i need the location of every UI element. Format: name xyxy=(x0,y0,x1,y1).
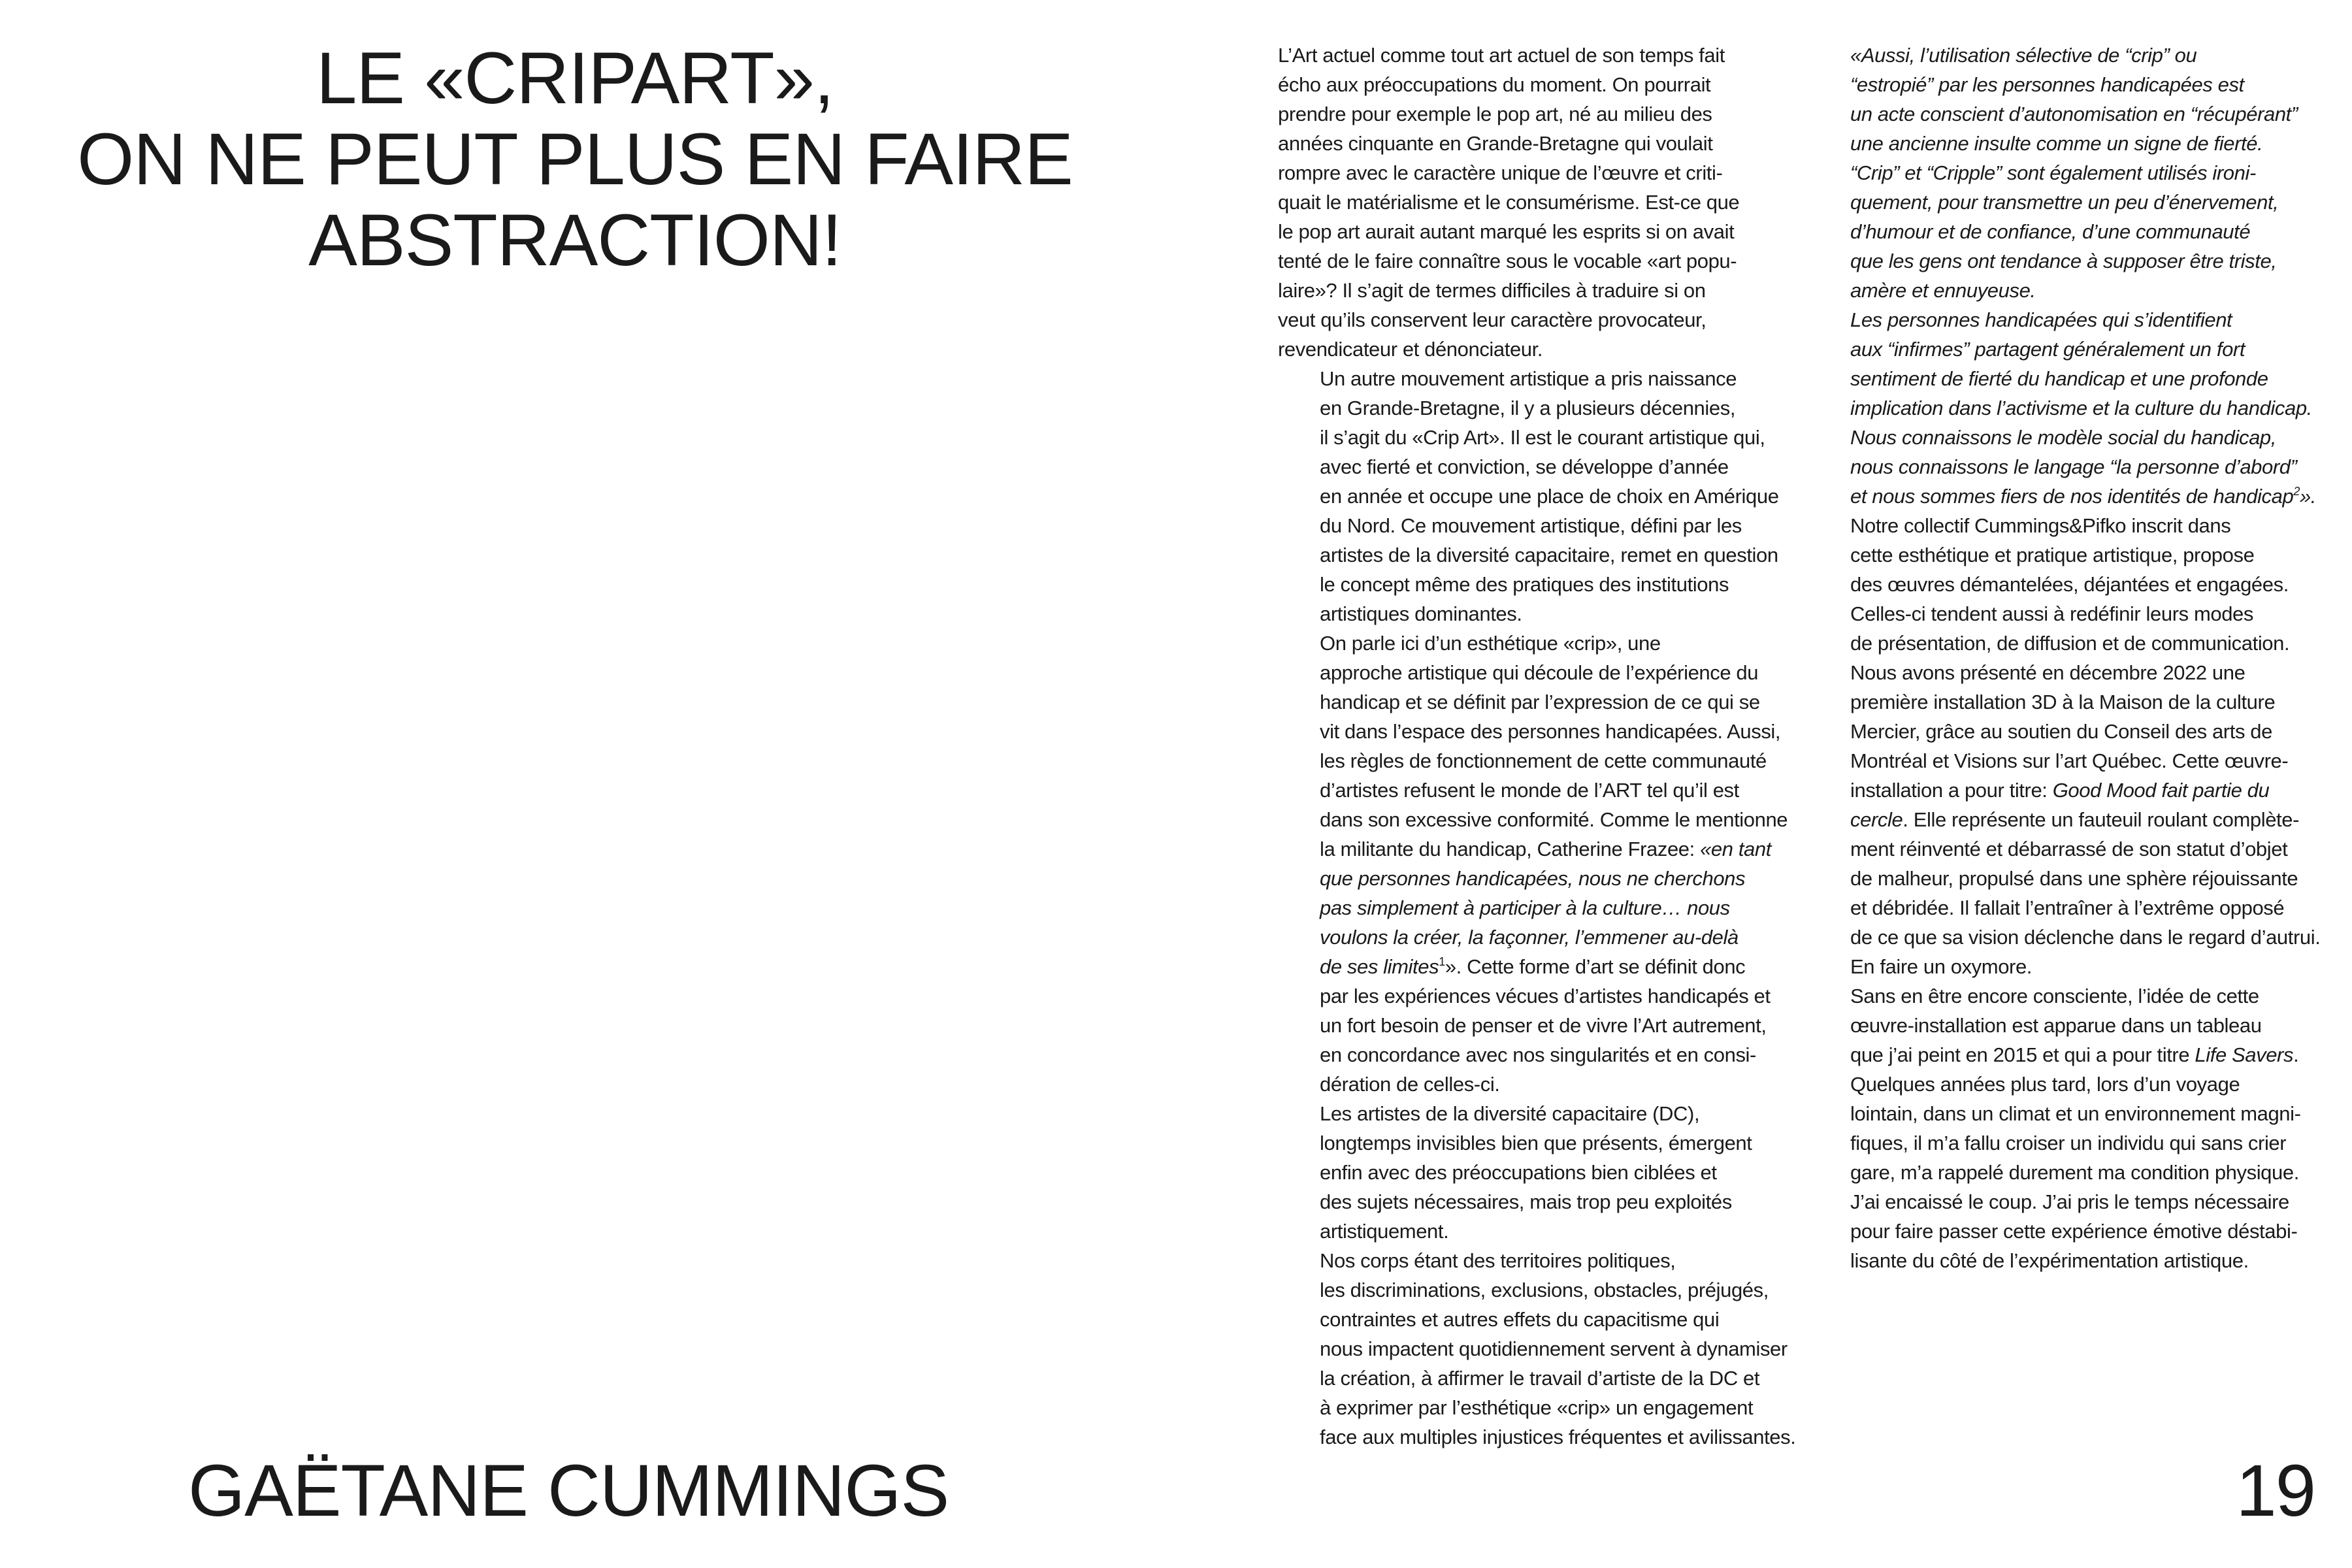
text-line: vit dans l’espace des personnes handicapées. Aussi, xyxy=(1320,720,1781,743)
paragraph xyxy=(1278,41,1794,364)
text-line: écho aux préoccupations du moment. On pourrait xyxy=(1278,73,1711,96)
text-line: de présentation, de diffusion et de communication. xyxy=(1850,632,2290,655)
quote-line: voulons la créer, la façonner, l’emmener au-delà xyxy=(1320,926,1739,949)
text-line: Mercier, grâce au soutien du Conseil des arts de xyxy=(1850,720,2272,743)
footnote-mark: 2 xyxy=(2293,485,2300,498)
text-column-2 xyxy=(1808,41,2325,1275)
text-line: Nos corps étant des territoires politiques, xyxy=(1320,1249,1676,1272)
paragraph xyxy=(1808,981,2325,1275)
text-line: et débridée. Il fallait l’entraîner à l’extrême opposé xyxy=(1850,896,2285,919)
paragraph xyxy=(1278,629,1794,1099)
text-line: les discriminations, exclusions, obstacles, préjugés, xyxy=(1320,1279,1769,1301)
text-line: On parle ici d’un esthétique «crip», une xyxy=(1320,632,1661,655)
text-line: œuvre-installation est apparue dans un tableau xyxy=(1850,1014,2262,1037)
text-line: veut qu’ils conservent leur caractère provocateur, xyxy=(1278,308,1707,331)
text-line xyxy=(1278,952,1794,981)
quote-line: pas simplement à participer à la culture… nous xyxy=(1320,896,1730,919)
text-line: Nous avons présenté en décembre 2022 une xyxy=(1850,661,2246,684)
text-line: à exprimer par l’esthétique «crip» un engagement xyxy=(1320,1396,1754,1419)
paragraph xyxy=(1278,364,1794,629)
quote-line: sentiment de fierté du handicap et une profonde xyxy=(1850,367,2268,390)
quote-line: un acte conscient d’autonomisation en “récupérant” xyxy=(1850,103,2298,125)
quote-line: que les gens ont tendance à supposer être triste, xyxy=(1850,250,2277,272)
text-line xyxy=(1808,805,2325,834)
artwork-title: Good Mood fait partie du xyxy=(2052,779,2270,802)
text-line: J’ai encaissé le coup. J’ai pris le temps nécessaire xyxy=(1850,1190,2289,1213)
text-line: des œuvres démantelées, déjantées et engagées. xyxy=(1850,573,2289,596)
text-line: par les expériences vécues d’artistes handicapés et xyxy=(1320,985,1771,1007)
text-line: revendicateur et dénonciateur. xyxy=(1278,338,1543,361)
page-number: 19 xyxy=(2236,1450,2315,1531)
text-line: la création, à affirmer le travail d’artiste de la DC et xyxy=(1320,1367,1760,1390)
text-line: contraintes et autres effets du capacitisme qui xyxy=(1320,1308,1720,1331)
text-run: ». xyxy=(2299,485,2316,508)
text-line: Celles-ci tendent aussi à redéfinir leurs modes xyxy=(1850,602,2254,625)
text-line: en année et occupe une place de choix en Amérique xyxy=(1320,485,1779,508)
text-line xyxy=(1808,776,2325,805)
text-line: d’artistes refusent le monde de l’ART tel qu’il est xyxy=(1320,779,1739,802)
text-line: Quelques années plus tard, lors d’un voyage xyxy=(1850,1073,2240,1096)
text-run: ». Cette forme d’art se définit donc xyxy=(1445,955,1746,978)
text-run: et nous sommes fiers de nos identités de handicap xyxy=(1850,485,2294,508)
text-line: rompre avec le caractère unique de l’œuvre et criti- xyxy=(1278,161,1723,184)
text-line: artistes de la diversité capacitaire, remet en question xyxy=(1320,544,1778,566)
text-line: dans son excessive conformité. Comme le mentionne xyxy=(1320,808,1788,831)
text-line: dération de celles-ci. xyxy=(1320,1073,1500,1096)
text-line: il s’agit du «Crip Art». Il est le courant artistique qui, xyxy=(1320,426,1765,449)
title-line: LE «CRIPART», xyxy=(316,37,834,119)
quote-line: «Aussi, l’utilisation sélective de “crip” ou xyxy=(1850,44,2197,67)
text-line: ment réinventé et débarrassé de son statut d’objet xyxy=(1850,838,2288,860)
text-line: les règles de fonctionnement de cette communauté xyxy=(1320,749,1767,772)
text-line: Les artistes de la diversité capacitaire (DC), xyxy=(1320,1102,1700,1125)
text-line: face aux multiples injustices fréquentes et avilissantes. xyxy=(1320,1426,1796,1448)
quote-end: de ses limites xyxy=(1320,955,1439,978)
footnote-mark: 1 xyxy=(1439,955,1445,968)
quote-line: Nous connaissons le modèle social du handicap, xyxy=(1850,426,2276,449)
title-line: ON NE PEUT PLUS EN FAIRE xyxy=(77,118,1073,200)
artwork-title: cercle xyxy=(1850,808,1903,831)
text-run: que j’ai peint en 2015 et qui a pour titre xyxy=(1850,1043,2195,1066)
quote-paragraph xyxy=(1808,41,2325,305)
text-line: un fort besoin de penser et de vivre l’Art autrement, xyxy=(1320,1014,1767,1037)
quote-paragraph xyxy=(1808,305,2325,511)
article-title xyxy=(52,38,1098,281)
text-line: en Grande-Bretagne, il y a plusieurs décennies, xyxy=(1320,397,1736,419)
text-line: prendre pour exemple le pop art, né au milieu des xyxy=(1278,103,1712,125)
text-line: gare, m’a rappelé durement ma condition physique. xyxy=(1850,1161,2299,1184)
text-line: artistiquement. xyxy=(1320,1220,1449,1243)
text-line: de malheur, propulsé dans une sphère réjouissante xyxy=(1850,867,2298,890)
text-line: lointain, dans un climat et un environnement magni- xyxy=(1850,1102,2301,1125)
text-line: des sujets nécessaires, mais trop peu exploités xyxy=(1320,1190,1732,1213)
text-line: longtemps invisibles bien que présents, émergent xyxy=(1320,1132,1752,1154)
text-line: Notre collectif Cummings&Pifko inscrit dans xyxy=(1850,514,2231,537)
text-line: première installation 3D à la Maison de la culture xyxy=(1850,691,2276,713)
quote-line: “Crip” et “Cripple” sont également utilisés ironi- xyxy=(1850,161,2256,184)
text-line: enfin avec des préoccupations bien ciblées et xyxy=(1320,1161,1717,1184)
quote-line: implication dans l’activisme et la culture du handicap. xyxy=(1850,397,2312,419)
text-line: en concordance avec nos singularités et en consi- xyxy=(1320,1043,1756,1066)
text-line: cette esthétique et pratique artistique, propose xyxy=(1850,544,2255,566)
quote-line: d’humour et de confiance, d’une communauté xyxy=(1850,220,2251,243)
text-line: quait le matérialisme et le consumérisme. Est-ce que xyxy=(1278,191,1740,214)
text-line: avec fierté et conviction, se développe d’année xyxy=(1320,455,1729,478)
quote-line: “estropié” par les personnes handicapées est xyxy=(1850,73,2244,96)
quote-line: que personnes handicapées, nous ne cherchons xyxy=(1320,867,1746,890)
text-run: installation a pour titre: xyxy=(1850,779,2053,802)
quote-line xyxy=(1808,482,2325,511)
text-line: fiques, il m’a fallu croiser un individu qui sans crier xyxy=(1850,1132,2287,1154)
text-line: pour faire passer cette expérience émotive déstabi- xyxy=(1850,1220,2298,1243)
quote-start: «en tant xyxy=(1700,838,1771,860)
text-line xyxy=(1808,1040,2325,1070)
quote-line: amère et ennuyeuse. xyxy=(1850,279,2036,302)
text-line: approche artistique qui découle de l’expérience du xyxy=(1320,661,1759,684)
quote-line: Les personnes handicapées qui s’identifient xyxy=(1850,308,2232,331)
text-column-1 xyxy=(1278,41,1794,1452)
text-line: de ce que sa vision déclenche dans le regard d’autrui. xyxy=(1850,926,2321,949)
text-run: la militante du handicap, Catherine Frazee: xyxy=(1320,838,1701,860)
text-line: nous impactent quotidiennement servent à dynamiser xyxy=(1320,1337,1788,1360)
text-line: tenté de le faire connaître sous le vocable «art popu- xyxy=(1278,250,1737,272)
text-line: handicap et se définit par l’expression de ce qui se xyxy=(1320,691,1760,713)
text-line: artistiques dominantes. xyxy=(1320,602,1522,625)
text-line: laire»? Il s’agit de termes difficiles à traduire si on xyxy=(1278,279,1706,302)
text-line: du Nord. Ce mouvement artistique, défini par les xyxy=(1320,514,1742,537)
right-page xyxy=(1176,0,2352,1568)
paragraph xyxy=(1278,1099,1794,1246)
text-line: lisante du côté de l’expérimentation artistique. xyxy=(1850,1249,2249,1272)
quote-line: aux “infirmes” partagent généralement un fort xyxy=(1850,338,2246,361)
text-line: Sans en être encore consciente, l’idée de cette xyxy=(1850,985,2259,1007)
quote-line: une ancienne insulte comme un signe de fierté. xyxy=(1850,132,2263,155)
text-line: le concept même des pratiques des institutions xyxy=(1320,573,1729,596)
text-run: . Elle représente un fauteuil roulant complète- xyxy=(1903,808,2300,831)
paragraph xyxy=(1808,511,2325,981)
text-line xyxy=(1278,834,1794,864)
quote-line: nous connaissons le langage “la personne d’abord” xyxy=(1850,455,2297,478)
text-run: . xyxy=(2293,1043,2299,1066)
text-line: L’Art actuel comme tout art actuel de son temps fait xyxy=(1278,44,1725,67)
quote-line: quement, pour transmettre un peu d’énervement, xyxy=(1850,191,2279,214)
text-line: En faire un oxymore. xyxy=(1850,955,2033,978)
paragraph xyxy=(1278,1246,1794,1452)
author-name: GAËTANE CUMMINGS xyxy=(188,1450,949,1531)
text-line: Un autre mouvement artistique a pris naissance xyxy=(1320,367,1737,390)
text-line: Montréal et Visions sur l’art Québec. Cette œuvre- xyxy=(1850,749,2289,772)
text-line: années cinquante en Grande-Bretagne qui voulait xyxy=(1278,132,1713,155)
artwork-title: Life Savers xyxy=(2195,1043,2294,1066)
text-line: le pop art aurait autant marqué les esprits si on avait xyxy=(1278,220,1735,243)
title-line: ABSTRACTION! xyxy=(308,199,841,281)
